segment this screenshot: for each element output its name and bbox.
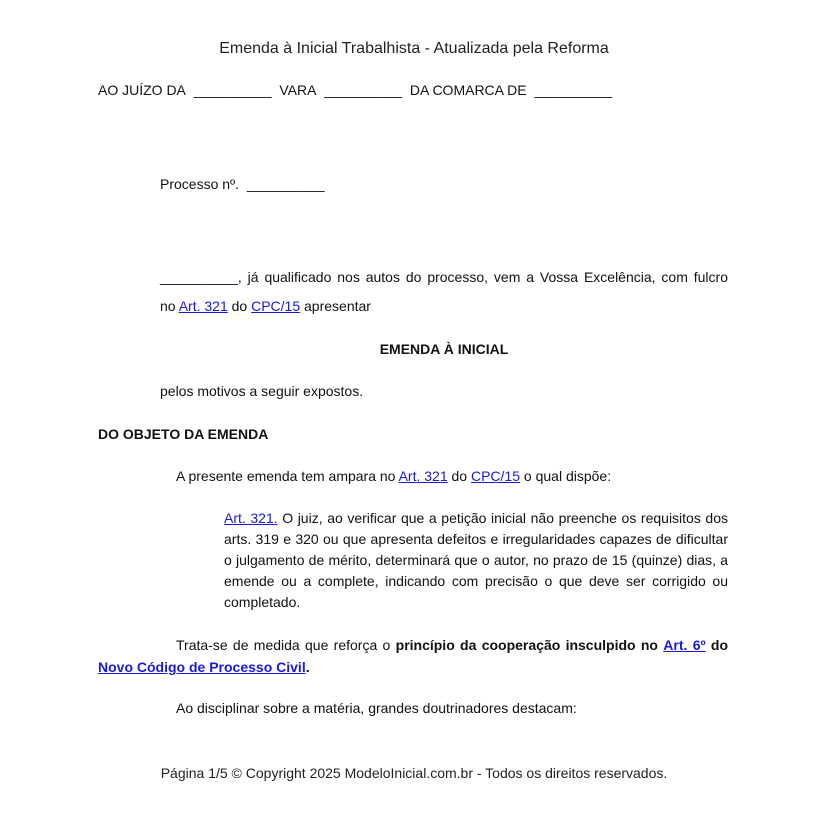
objeto-cpc15-link[interactable]: CPC/15 — [470, 468, 521, 484]
intro-do: do — [231, 298, 248, 314]
cooperacao-prefix: Trata-se de medida que reforça o — [176, 637, 391, 653]
processo-line — [160, 174, 325, 194]
motivos-text: pelos motivos a seguir expostos. — [160, 383, 364, 399]
header-blank-vara: __________ — [324, 82, 403, 98]
art-321-quote — [224, 508, 728, 613]
paragraph-cooperacao — [98, 634, 728, 678]
paragraph-objeto — [176, 466, 611, 486]
intro-text: , já qualificado nos autos do processo, vem a Vossa Excelência, com fulcro — [237, 269, 728, 285]
header-blank-comarca: __________ — [534, 82, 613, 98]
intro-cpc15-link[interactable]: CPC/15 — [251, 298, 301, 314]
objeto-prefix: A presente emenda tem ampara no — [176, 468, 396, 484]
intro-blank: __________ — [160, 269, 238, 285]
objeto-art-321-link[interactable]: Art. 321 — [398, 468, 448, 484]
header-vara: VARA — [279, 82, 317, 98]
document-title: Emenda à Inicial Trabalhista - Atualizada pela Reforma — [219, 40, 609, 57]
intro-prefix: no — [160, 298, 176, 314]
header-ao-juizo: AO JUÍZO DA — [98, 82, 186, 98]
section-objeto-heading: DO OBJETO DA EMENDA — [98, 426, 269, 442]
cooperacao-do: do — [710, 637, 729, 653]
quote-text: O juiz, ao verificar que a petição inicial não preenche os requisitos dos arts. 319 e 320 ou que apresenta defeitos e irregularidades capazes de dificultar o julgamento de mérito, determinará que o autor, no prazo de 15 (quinze) dias, a emende ou a complete, indicando com precisão o que deve ser corrigido ou completado. — [224, 510, 728, 610]
intro-line-2 — [160, 296, 371, 316]
page-footer: Página 1/5 © Copyright 2025 ModeloInicial.com.br - Todos os direitos reservados. — [160, 765, 668, 781]
objeto-suffix: o qual dispõe: — [523, 468, 612, 484]
cooperacao-art-6-link[interactable]: Art. 6º — [663, 637, 706, 653]
objeto-do: do — [451, 468, 468, 484]
intro-art-321-link[interactable]: Art. 321 — [178, 298, 228, 314]
intro-suffix: apresentar — [304, 298, 371, 314]
court-header — [98, 80, 612, 100]
paragraph-doutrina: Ao disciplinar sobre a matéria, grandes doutrinadores destacam: — [176, 700, 577, 716]
heading-emenda: EMENDA À INICIAL — [379, 341, 509, 357]
quote-art-321-link[interactable]: Art. 321. — [224, 510, 278, 526]
novo-codigo-link[interactable]: Novo Código de Processo Civil — [98, 659, 306, 675]
cooperacao-bold: princípio da cooperação insculpido no — [395, 637, 658, 653]
header-comarca: DA COMARCA DE — [409, 82, 527, 98]
header-blank-juizo: __________ — [193, 82, 272, 98]
cooperacao-end: . — [305, 659, 310, 675]
intro-line-1 — [160, 267, 728, 287]
processo-blank: __________ — [246, 176, 325, 192]
processo-label: Processo nº. — [160, 176, 240, 192]
